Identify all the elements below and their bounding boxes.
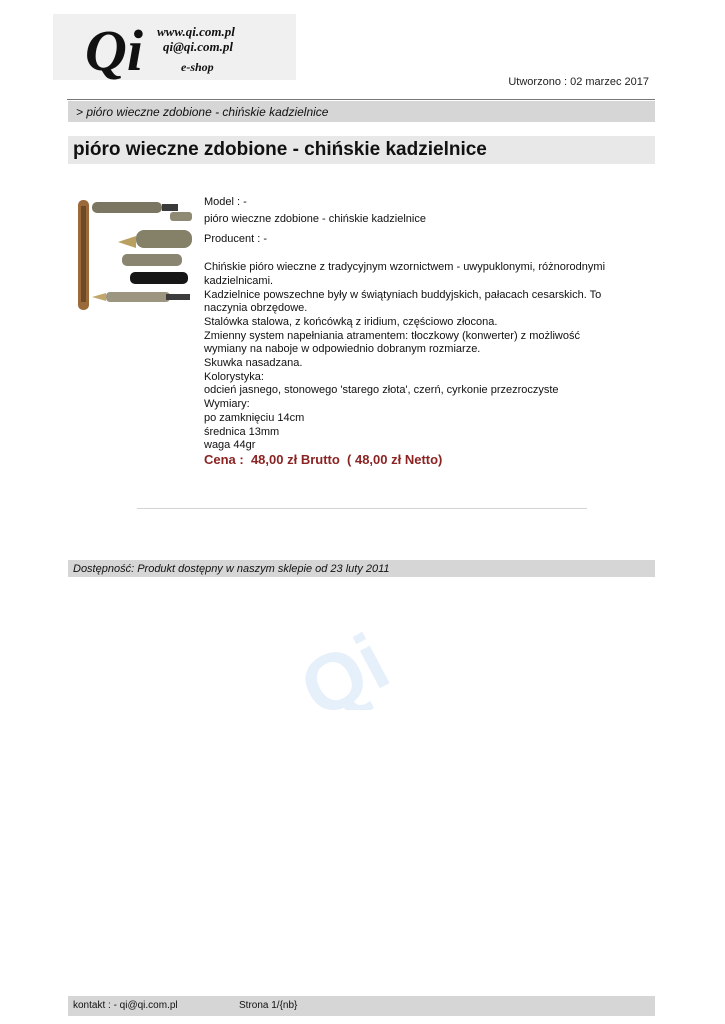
description-line: odcień jasnego, stonowego 'starego złota', czerń, cyrkonie przezroczyste	[204, 384, 559, 397]
qi-watermark	[290, 610, 410, 710]
footer-page-number: Strona 1/{nb}	[239, 1000, 298, 1011]
availability-text: Dostępność: Produkt dostępny w naszym sklepie od 23 luty 2011	[73, 563, 390, 575]
availability-bar	[68, 560, 655, 577]
description-line: Wymiary:	[204, 398, 250, 411]
header-divider	[67, 99, 655, 100]
logo-website: www.qi.com.pl	[157, 24, 235, 39]
page-title: pióro wieczne zdobione - chińskie kadzielnice	[73, 139, 487, 160]
description-line: Skuwka nasadzana.	[204, 357, 303, 370]
product-name: pióro wieczne zdobione - chińskie kadzielnice	[204, 212, 426, 225]
shop-logo	[53, 14, 296, 80]
section-divider	[137, 508, 587, 509]
footer-contact[interactable]: kontakt : - qi@qi.com.pl	[73, 1000, 178, 1011]
svg-text:Qi: Qi	[290, 616, 403, 710]
description-line: Chińskie pióro wieczne z tradycyjnym wzornictwem - uwypuklonymi, różnorodnymi kadzielnicami.	[204, 261, 606, 287]
product-model: Model : -	[204, 196, 247, 208]
product-producer: Producent : -	[204, 233, 267, 246]
product-image	[78, 196, 196, 314]
description-line: waga 44gr	[204, 439, 256, 452]
svg-text:Qi: Qi	[85, 18, 143, 80]
logo-email: qi@qi.com.pl	[163, 39, 234, 54]
page-title-bar	[68, 136, 655, 164]
description-line: średnica 13mm	[204, 425, 280, 438]
description-line: Kolorystyka:	[204, 370, 264, 383]
product-price: Cena : 48,00 zł Brutto ( 48,00 zł Netto)	[204, 451, 443, 467]
description-line: Stalówka stalowa, z końcówką z iridium, częściowo złocona.	[204, 315, 498, 328]
description-line: po zamknięciu 14cm	[204, 411, 305, 424]
footer	[68, 996, 655, 1016]
description-line: Kadzielnice powszechne były w świątyniach buddyjskich, pałacach cesarskich. To naczynia obrzędowe.	[204, 288, 602, 315]
product-details	[204, 196, 624, 467]
created-date: Utworzono : 02 marzec 2017	[508, 76, 649, 88]
breadcrumb-text[interactable]: > pióro wieczne zdobione - chińskie kadzielnice	[76, 105, 329, 119]
description-line: Zmienny system napełniania atramentem: tłoczkowy (konwerter) z możliwość wymiany na naboje w odpowiednio dobranym rozmiarze.	[204, 329, 580, 356]
logo-eshop: e-shop	[181, 60, 214, 74]
breadcrumb	[68, 101, 655, 122]
